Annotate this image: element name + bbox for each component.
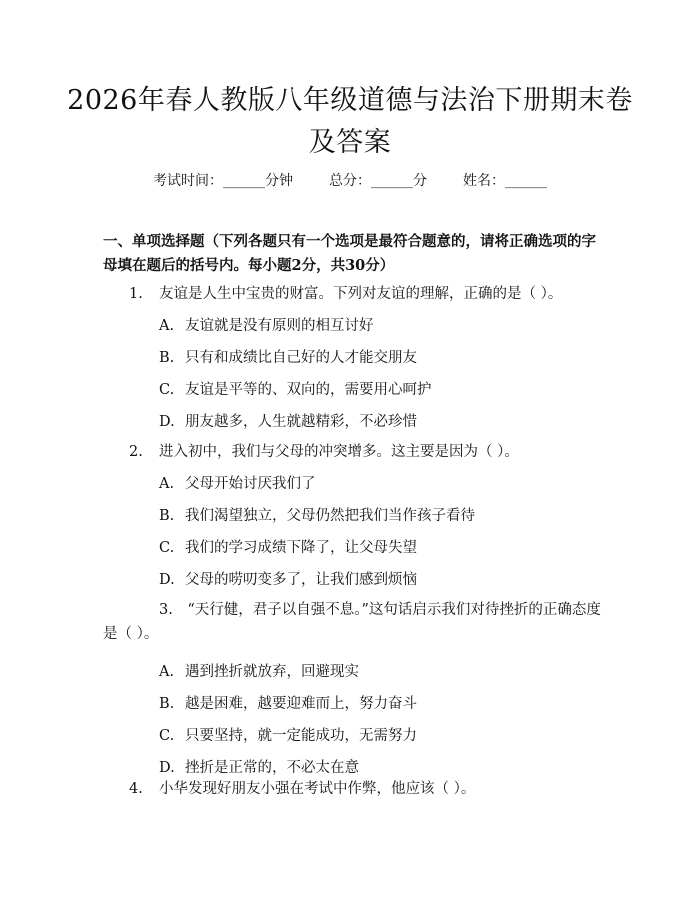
total-score-field: 总分：______分 <box>329 173 427 189</box>
question-2 <box>103 440 603 592</box>
option-a: A. 遇到挫折就放弃，回避现实 <box>159 664 359 680</box>
question-stem <box>103 598 603 646</box>
option-b: B. 我们渴望独立，父母仍然把我们当作孩子看待 <box>159 508 475 524</box>
question-3 <box>103 598 603 780</box>
question-text: 3. “天行健，君子以自强不息。”这句话启示我们对待挫折的正确态度是（ ）。 <box>103 602 601 642</box>
question-number: 1. <box>129 286 143 302</box>
question-stem <box>103 777 603 801</box>
option-d: D. 父母的唠叨变多了，让我们感到烦恼 <box>159 572 417 588</box>
exam-info-line <box>0 170 700 190</box>
option-d: D. 挫折是正常的，不必太在意 <box>159 760 359 776</box>
option-d: D. 朋友越多，人生就越精彩，不必珍惜 <box>159 414 417 430</box>
question-1 <box>103 282 603 434</box>
option-b: B. 越是困难，越要迎难而上，努力奋斗 <box>159 696 417 712</box>
question-stem <box>103 282 603 306</box>
question-stem <box>103 440 603 464</box>
option-a: A. 父母开始讨厌我们了 <box>159 476 316 492</box>
question-text: 友谊是人生中宝贵的财富。下列对友谊的理解，正确的是（ ）。 <box>159 286 563 302</box>
exam-time-field: 考试时间：______分钟 <box>153 173 293 189</box>
question-4 <box>103 777 603 801</box>
option-c: C. 只要坚持，就一定能成功，无需努力 <box>159 728 417 744</box>
student-name-field: 姓名：______ <box>463 173 547 189</box>
option-c: C. 友谊是平等的、双向的，需要用心呵护 <box>159 382 432 398</box>
question-text: 小华发现好朋友小强在考试中作弊，他应该（ ）。 <box>159 781 476 797</box>
option-a: A. 友谊就是没有原则的相互讨好 <box>159 318 374 334</box>
section-heading: 一、单项选择题（下列各题只有一个选项是最符合题意的，请将正确选项的字母填在题后的括号内。每小题2分，共30分） <box>103 233 596 274</box>
question-number: 2. <box>129 444 143 460</box>
question-text: 进入初中，我们与父母的冲突增多。这主要是因为（ ）。 <box>159 444 519 460</box>
page-title: 2026年春人教版八年级道德与法治下册期末卷及答案 <box>67 85 633 158</box>
option-c: C. 我们的学习成绩下降了，让父母失望 <box>159 540 417 556</box>
option-b: B. 只有和成绩比自己好的人才能交朋友 <box>159 350 417 366</box>
question-number: 4. <box>129 781 143 797</box>
